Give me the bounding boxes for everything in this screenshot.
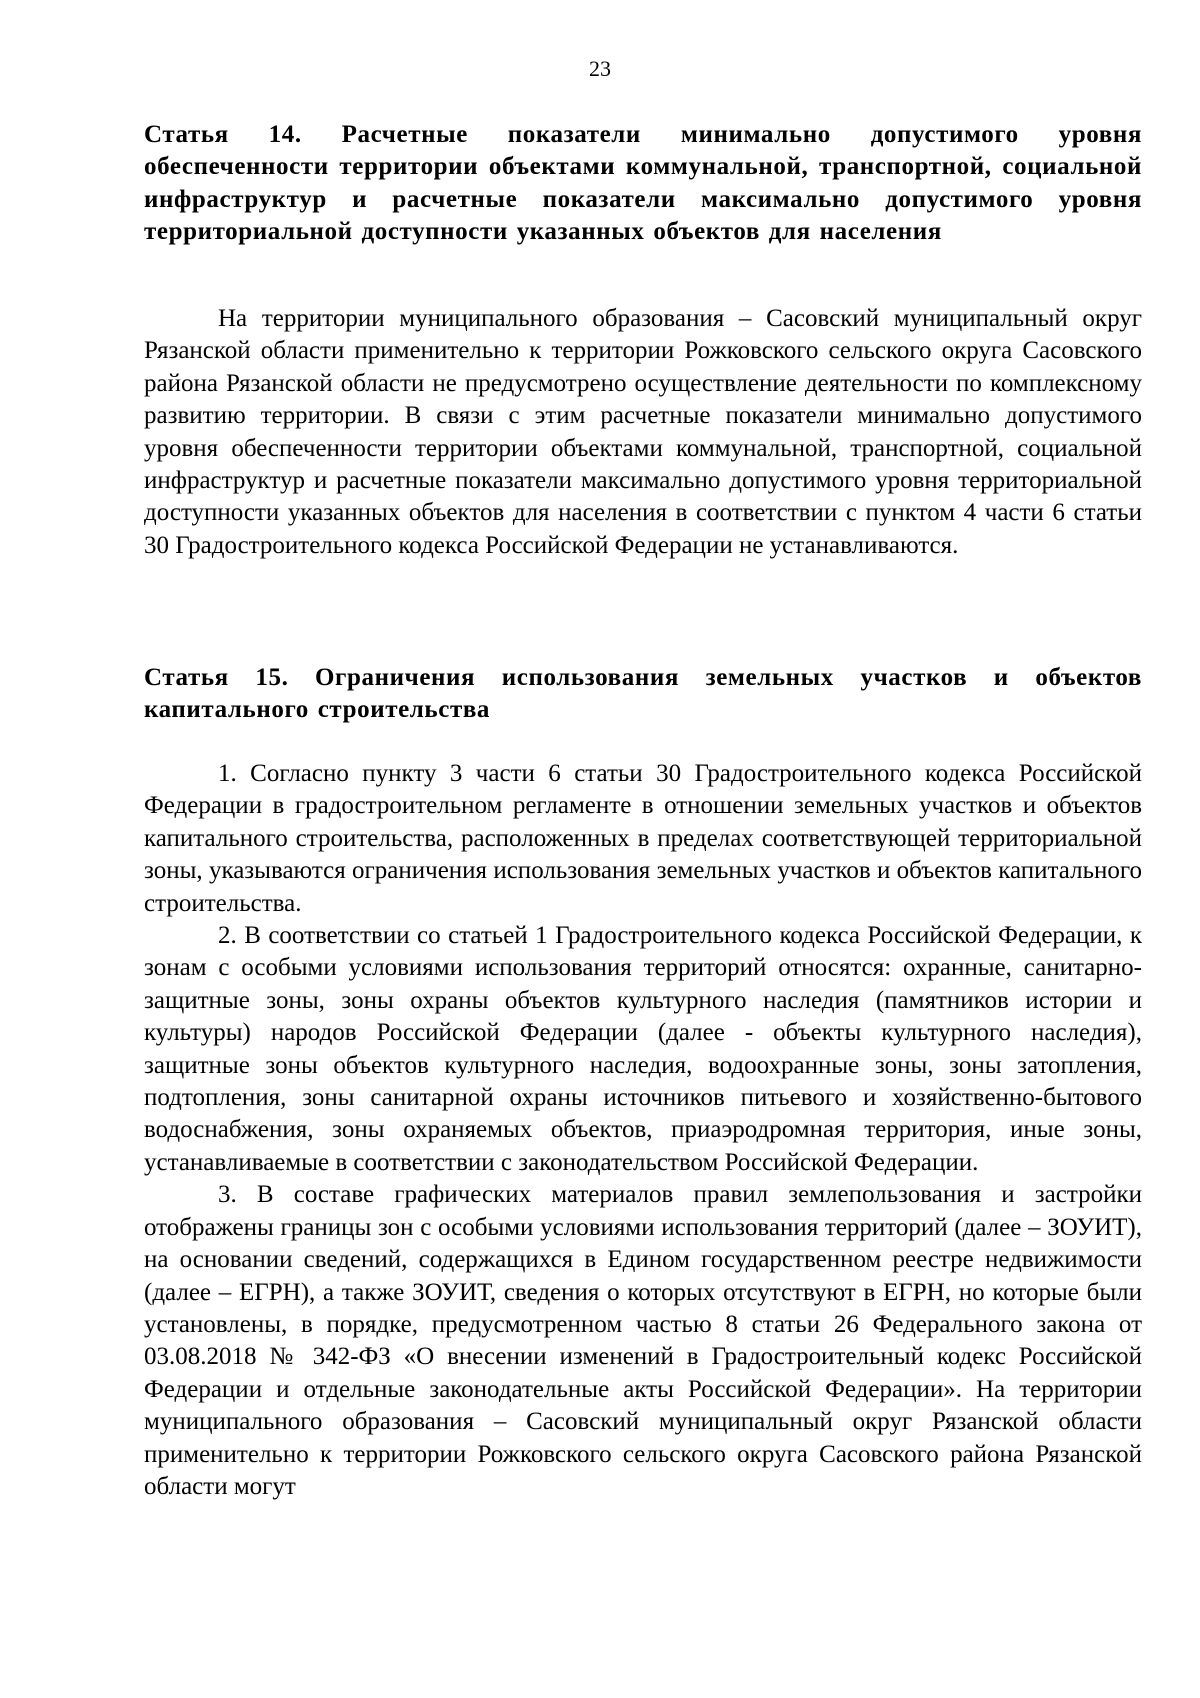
article-14-paragraph: На территории муниципального образования – Сасовский муниципальный округ Рязанской области применительно к территории Рожковского сельского округа Сасовского района Рязанской области не предусмотрено осуществление деятельности по комплексному развитию территории. В связи с этим расчетные показатели минимально допустимого уровня обеспеченности территории объектами коммунальной, транспортной, социальной инфраструктур и расчетные показатели максимально допустимого уровня территориальной доступности указанных объектов для населения в соответствии с пунктом 4 части 6 статьи 30 Градостроительного кодекса Российской Федерации не устанавливаются. <box>144 305 1142 559</box>
article-15-body <box>144 758 1142 1503</box>
article-14-body <box>144 303 1142 562</box>
article-15-paragraph-2: 2. В соответствии со статьей 1 Градостроительного кодекса Российской Федерации, к зонам с особыми условиями использования территорий относятся: охранные, санитарно-защитные зоны, зоны охраны объектов культурного наследия (памятников истории и культуры) народов Российской Федерации (далее - объекты культурного наследия), защитные зоны объектов культурного наследия, водоохранные зоны, зоны затопления, подтопления, зоны санитарной охраны источников питьевого и хозяйственно-бытового водоснабжения, зоны охраняемых объектов, приаэродромная территория, иные зоны, устанавливаемые в соответствии с законодательством Российской Федерации. <box>144 922 1142 1176</box>
article-15-paragraph-1: 1. Согласно пункту 3 части 6 статьи 30 Градостроительного кодекса Российской Федерации в градостроительном регламенте в отношении земельных участков и объектов капитального строительства, расположенных в пределах соответствующей территориальной зоны, указываются ограничения использования земельных участков и объектов капитального строительства. <box>144 760 1142 917</box>
article-14-heading: Статья 14. Расчетные показатели минимально допустимого уровня обеспеченности территории объектами коммунальной, транспортной, социальной инфраструктур и расчетные показатели максимально допустимого уровня территориальной доступности указанных объектов для населения <box>144 121 1142 246</box>
article-15-heading: Статья 15. Ограничения использования земельных участков и объектов капитального строительства <box>144 664 1142 724</box>
article-15-paragraph-3: 3. В составе графических материалов правил землепользования и застройки отображены границы зон с особыми условиями использования территорий (далее – ЗОУИТ), на основании сведений, содержащихся в Едином государственном реестре недвижимости (далее – ЕГРН), а также ЗОУИТ, сведения о которых отсутствуют в ЕГРН, но которые были установлены, в порядке, предусмотренном частью 8 статьи 26 Федерального закона от 03.08.2018 № 342-ФЗ «О внесении изменений в Градостроительный кодекс Российской Федерации и отдельные законодательные акты Российской Федерации». На территории муниципального образования – Сасовский муниципальный округ Рязанской области применительно к территории Рожковского сельского округа Сасовского района Рязанской области могут <box>144 1181 1142 1500</box>
page-number: 23 <box>589 56 611 81</box>
